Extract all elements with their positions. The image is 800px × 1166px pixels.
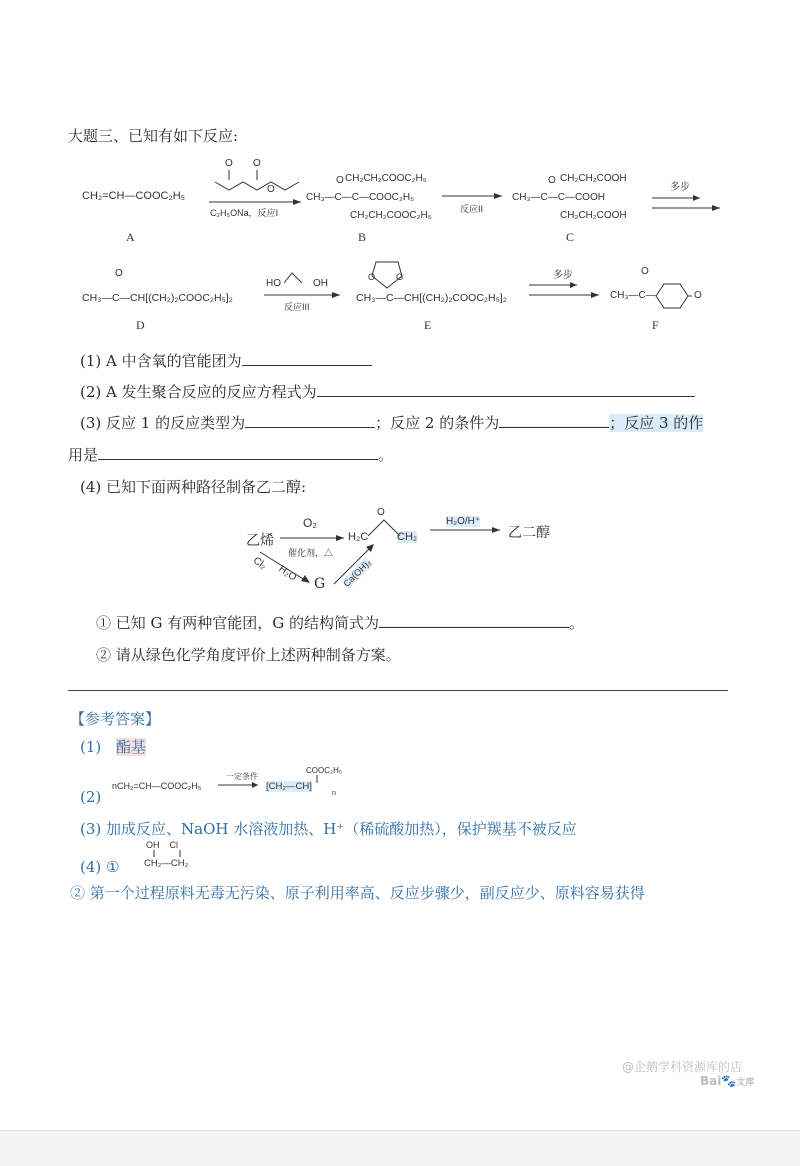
- reaction-3-label: 反应III: [284, 302, 310, 312]
- watermark-baidu-wenku: [700, 1074, 754, 1088]
- epoxide-O: O: [377, 507, 385, 518]
- section-divider: [68, 690, 728, 691]
- compound-E-O2: O: [396, 272, 404, 282]
- compound-F-O-top: O: [641, 266, 649, 277]
- question-1-text: (1) A 中含氧的官能团为: [80, 352, 242, 370]
- reaction-multistep-label-1: 多步: [670, 182, 690, 193]
- route-o2: O₂: [303, 516, 317, 530]
- compound-C-label: C: [566, 230, 575, 244]
- answer-blank-2: [317, 395, 695, 397]
- answer-blank-3a: [245, 426, 375, 428]
- route-arrow-hydrolysis: [428, 524, 504, 536]
- question-3-text-d: 用是: [68, 446, 99, 464]
- question-4: (4) 已知下面两种路径制备乙二醇:: [80, 478, 307, 496]
- answer-blank-1: [242, 364, 372, 366]
- compound-C-top: CH₂CH₂COOH: [560, 173, 627, 184]
- question-3-end: 。: [378, 446, 394, 464]
- answer-1-text: 酯基: [116, 738, 147, 756]
- question-4-1-end: 。: [569, 614, 585, 632]
- watermark-shop-name: @企鹅学科资源库的店: [622, 1060, 743, 1074]
- compound-F-O-right: O: [694, 290, 702, 301]
- compound-C-middle: CH₃—C—C—COOH: [512, 192, 605, 203]
- answer-2-substituent: COOC₂H₅: [306, 766, 343, 775]
- compound-C-O: O: [548, 175, 556, 186]
- answer-1-number: (1): [80, 738, 102, 756]
- compound-D-formula: CH₃—C—CH[(CH₂)₂COOC₂H₅]₂: [82, 292, 233, 304]
- reaction-2-arrow: [440, 190, 505, 202]
- compound-C-bottom: CH₂CH₂COOH: [560, 210, 627, 221]
- answer-title: 【参考答案】: [70, 710, 161, 728]
- compound-E-label: E: [424, 318, 432, 332]
- compound-F-formula: CH₃—C—: [610, 290, 656, 301]
- compound-A-label: A: [126, 230, 135, 244]
- compound-B-label: B: [358, 230, 367, 244]
- question-3: [80, 412, 703, 433]
- answer-3: (3) 加成反应、NaOH 水溶液加热、H⁺（稀硫酸加热），保护羰基不被反应: [80, 820, 577, 838]
- question-3-text-b: ；反应 2 的条件为: [375, 414, 500, 432]
- route-hydrolysis: H₂O/H⁺: [446, 516, 481, 527]
- answer-blank-4-1: [379, 626, 569, 628]
- answer-2-arrow: [216, 780, 262, 790]
- page-heading: 大题三、已知有如下反应:: [68, 127, 239, 145]
- question-4-1-text: ① 已知 G 有两种官能团，G 的结构简式为: [96, 614, 380, 632]
- compound-E-formula: CH₃—C—CH[(CH₂)₂COOC₂H₅]₂: [356, 292, 507, 304]
- watermark-baidu-text: Bai: [700, 1074, 722, 1088]
- answer-blank-3c: [98, 458, 378, 460]
- reaction-multistep-label-2: 多步: [553, 270, 573, 281]
- question-4-1: [96, 612, 584, 633]
- svg-text:O: O: [267, 184, 275, 195]
- svg-text:O: O: [225, 158, 233, 169]
- question-2-text: (2) A 发生聚合反应的反应方程式为: [80, 383, 317, 401]
- answer-2-bond: [314, 775, 320, 783]
- route-glycol: 乙二醇: [508, 525, 550, 541]
- watermark-wenku-text: 文库: [736, 1078, 755, 1088]
- question-1: [80, 350, 372, 371]
- reaction-multistep-arrow-1: [650, 193, 722, 213]
- compound-B-O: O: [336, 175, 344, 186]
- route-G: G: [314, 576, 326, 592]
- reaction-multistep-arrow-2: [527, 280, 602, 300]
- compound-A-formula: CH₂=CH—COOC₂H₅: [82, 190, 186, 202]
- compound-D-O: O: [115, 268, 123, 279]
- answer-1: [80, 736, 146, 757]
- epoxide-left: H₂C: [348, 531, 369, 543]
- answer-2-polymer: [CH₂—CH]: [266, 781, 312, 792]
- question-2: [80, 381, 695, 402]
- epoxide-right: CH₂: [397, 531, 418, 543]
- route-ethylene: 乙烯: [246, 533, 274, 549]
- paw-icon: 🐾: [721, 1074, 737, 1088]
- answer-4-structure: CH₂—CH₂: [144, 858, 189, 869]
- reaction-2-label: 反应II: [460, 204, 484, 214]
- answer-4-number: (4) ①: [80, 858, 120, 876]
- reagent-1-condition: C₂H₅ONa，反应I: [210, 208, 279, 218]
- answer-4-2: ② 第一个过程原料无毒无污染、原子利用率高、反应步骤少，副反应少、原料容易获得: [70, 884, 645, 902]
- question-4-2-text: ② 请从绿色化学角度评价上述两种制备方案。: [96, 646, 401, 664]
- answer-2-number: (2): [80, 788, 102, 806]
- compound-B-middle: CH₃—C—C—COOC₂H₅: [306, 192, 415, 203]
- glycol-OH: OH: [313, 278, 328, 289]
- answer-blank-3b: [499, 426, 609, 428]
- compound-D-label: D: [136, 318, 145, 332]
- route-cl2: Cl₂: [251, 555, 269, 572]
- route-caoh2: Ca(OH)₂: [341, 557, 373, 589]
- answer-4-bonds: [150, 850, 190, 858]
- question-3-continued: [68, 444, 393, 465]
- glycol-HO: HO: [266, 278, 281, 289]
- compound-B-bottom: CH₂CH₂COOC₂H₅: [350, 210, 432, 221]
- answer-2-n: n: [332, 790, 336, 797]
- route-catalyst: 催化剂，△: [288, 548, 334, 558]
- route-h2o: H₂O: [276, 563, 299, 584]
- svg-text:O: O: [253, 158, 261, 169]
- cyclohexane-ring: [652, 280, 692, 312]
- compound-E-O1: O: [368, 272, 376, 282]
- question-3-text-c: ；反应 3 的作: [609, 414, 704, 432]
- question-4-2: [96, 644, 401, 665]
- answer-2-condition: 一定条件: [226, 772, 258, 781]
- compound-B-top: CH₂CH₂COOC₂H₅: [345, 173, 427, 184]
- question-3-text-a: (3) 反应 1 的反应类型为: [80, 414, 246, 432]
- answer-2-reactant: nCH₂=CH—COOC₂H₅: [112, 781, 202, 791]
- answer-4-substituents: OH Cl: [146, 840, 179, 850]
- compound-F-label: F: [652, 318, 659, 332]
- bottom-strip: [0, 1130, 800, 1166]
